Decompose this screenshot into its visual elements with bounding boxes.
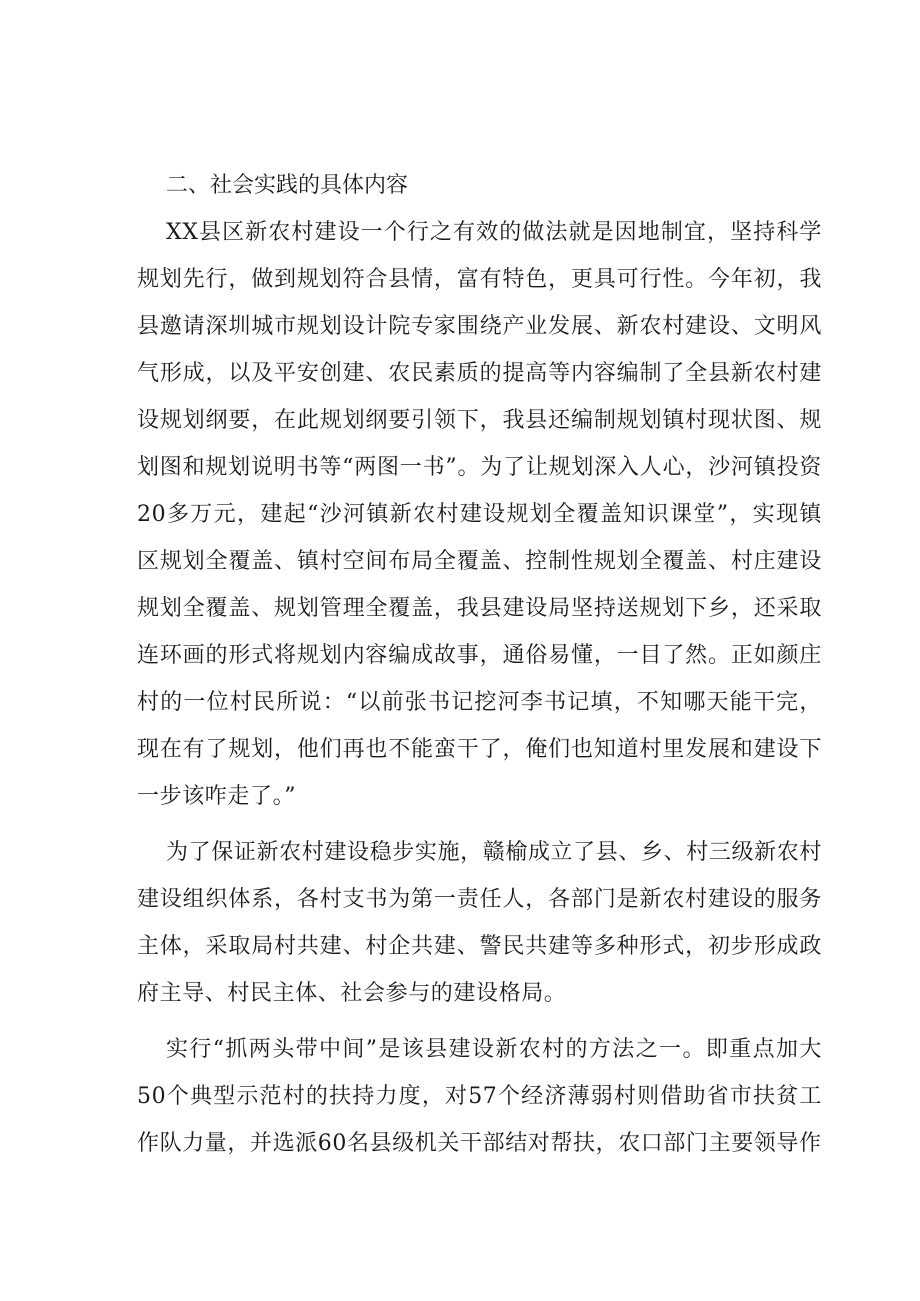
section-heading: 二、社会实践的具体内容 bbox=[166, 173, 409, 198]
paragraph-planning: XX县区新农村建设一个行之有效的做法就是因地制宜，坚持科学规划先行，做到规划符合县情，富有特色，更具可行性。今年初，我县邀请深圳城市规划设计院专家围绕产业发展、新农村建设、文明风气形成，以及平安创建、农民素质的提高等内容编制了全县新农村建设规划纲要，在此规划纲要引领下，我县还编制规划镇村现状图、规划图和规划说明书等“两图一书”。为了让规划深入人心，沙河镇投资20多万元，建起“沙河镇新农村建设规划全覆盖知识课堂”，实现镇区规划全覆盖、镇村空间布局全覆盖、控制性规划全覆盖、村庄建设规划全覆盖、规划管理全覆盖，我县建设局坚持送规划下乡，还采取连环画的形式将规划内容编成故事，通俗易懂，一目了然。正如颜庄村的一位村民所说：“以前张书记挖河李书记填，不知哪天能干完，现在有了规划，他们再也不能蛮干了，俺们也知道村里发展和建设下一步该咋走了。” bbox=[137, 220, 822, 809]
paragraph-organization: 为了保证新农村建设稳步实施，赣榆成立了县、乡、村三级新农村建设组织体系，各村支书为第一责任人，各部门是新农村建设的服务主体，采取局村共建、村企共建、警民共建等多种形式，初步形成政府主导、村民主体、社会参与的建设格局。 bbox=[137, 840, 822, 1006]
document-body bbox=[137, 162, 822, 1167]
paragraph-method: 实行“抓两头带中间”是该县建设新农村的方法之一。即重点加大50个典型示范村的扶持力度，对57个经济薄弱村则借助省市扶贫工作队力量，并选派60名县级机关干部结对帮扶，农口部门主要领导作 bbox=[137, 1037, 822, 1156]
